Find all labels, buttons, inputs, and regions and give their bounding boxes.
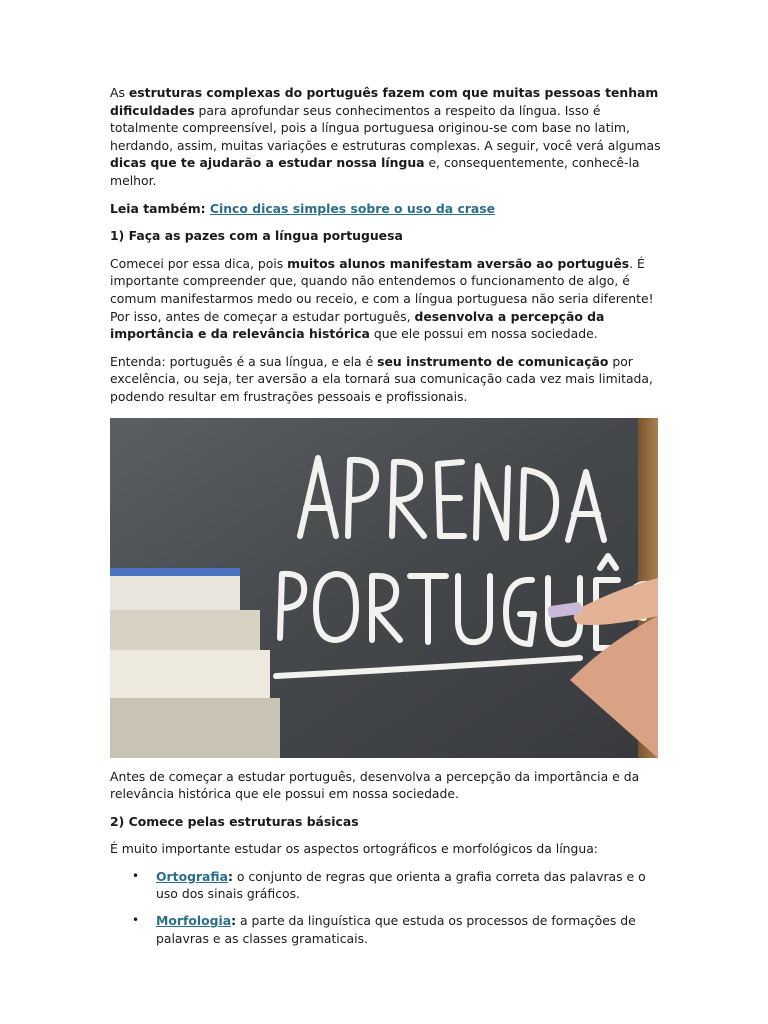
ortografia-link[interactable]: Ortografia [156,868,228,884]
list-item: • Ortografia: o conjunto de regras que orienta a grafia correta das palavras e o uso dos sinais gráficos. [132,868,646,902]
section1-paragraph-1: Comecei por essa dica, pois muitos alunos manifestam aversão ao português. É importante compreender que, quando não entendemos o funcionamento de algo, é comum manifestarmos medo ou receio, e com a língua portuguesa não seria diferente! Por isso, antes de começar a estudar português, desenvolva a percepção da importância e da relevância histórica que ele possui em nossa sociedade. [110,255,654,342]
topics-list [110,868,662,947]
figure-caption: Antes de começar a estudar português, desenvolva a percepção da importância e da relevância histórica que ele possui em nossa sociedade. [110,768,640,802]
intro-paragraph [110,84,662,190]
intro-text-3: e, consequentemente, conhecê-la melhor. [110,155,640,188]
bullet-icon: • [132,913,140,928]
article-body [110,84,662,956]
read-also [110,200,662,218]
chalkboard-illustration [110,418,658,758]
morfologia-link[interactable]: Morfologia [156,913,232,929]
list-item: • Morfologia: a parte da linguística que estuda os processos de formações de palavras e as classes gramaticais. [132,913,636,946]
section1-heading: 1) Faça as pazes com a língua portuguesa [110,228,403,244]
read-also-label: Leia também: [110,200,210,216]
bullet-icon: • [132,868,140,883]
section1-paragraph-2: Entenda: português é a sua língua, e ela é seu instrumento de comunicação por excelência, ou seja, ter aversão a ela tornará sua comunicação cada vez mais limitada, podendo resultar em frustrações pessoais e profissionais. [110,353,653,404]
intro-bold-1: estruturas complexas do português fazem com que muitas pessoas tenham dificuldades [110,85,659,118]
read-also-link[interactable]: Cinco dicas simples sobre o uso da crase [209,200,496,216]
chalkboard-photo [110,418,658,758]
intro-text-2: para aprofundar seus conhecimentos a respeito da língua. Isso é totalmente compreensível, pois a língua portuguesa originou-se com base no latim, herdando, assim, muitas variações e estruturas complexas. A seguir, você verá algumas [110,102,661,153]
intro-bold-2: dicas que te ajudarão a estudar nossa língua [110,155,425,171]
section2-intro: É muito importante estudar os aspectos ortográficos e morfológicos da língua: [110,841,598,857]
intro-text-1: As [110,85,129,100]
section2-heading: 2) Comece pelas estruturas básicas [110,813,359,829]
